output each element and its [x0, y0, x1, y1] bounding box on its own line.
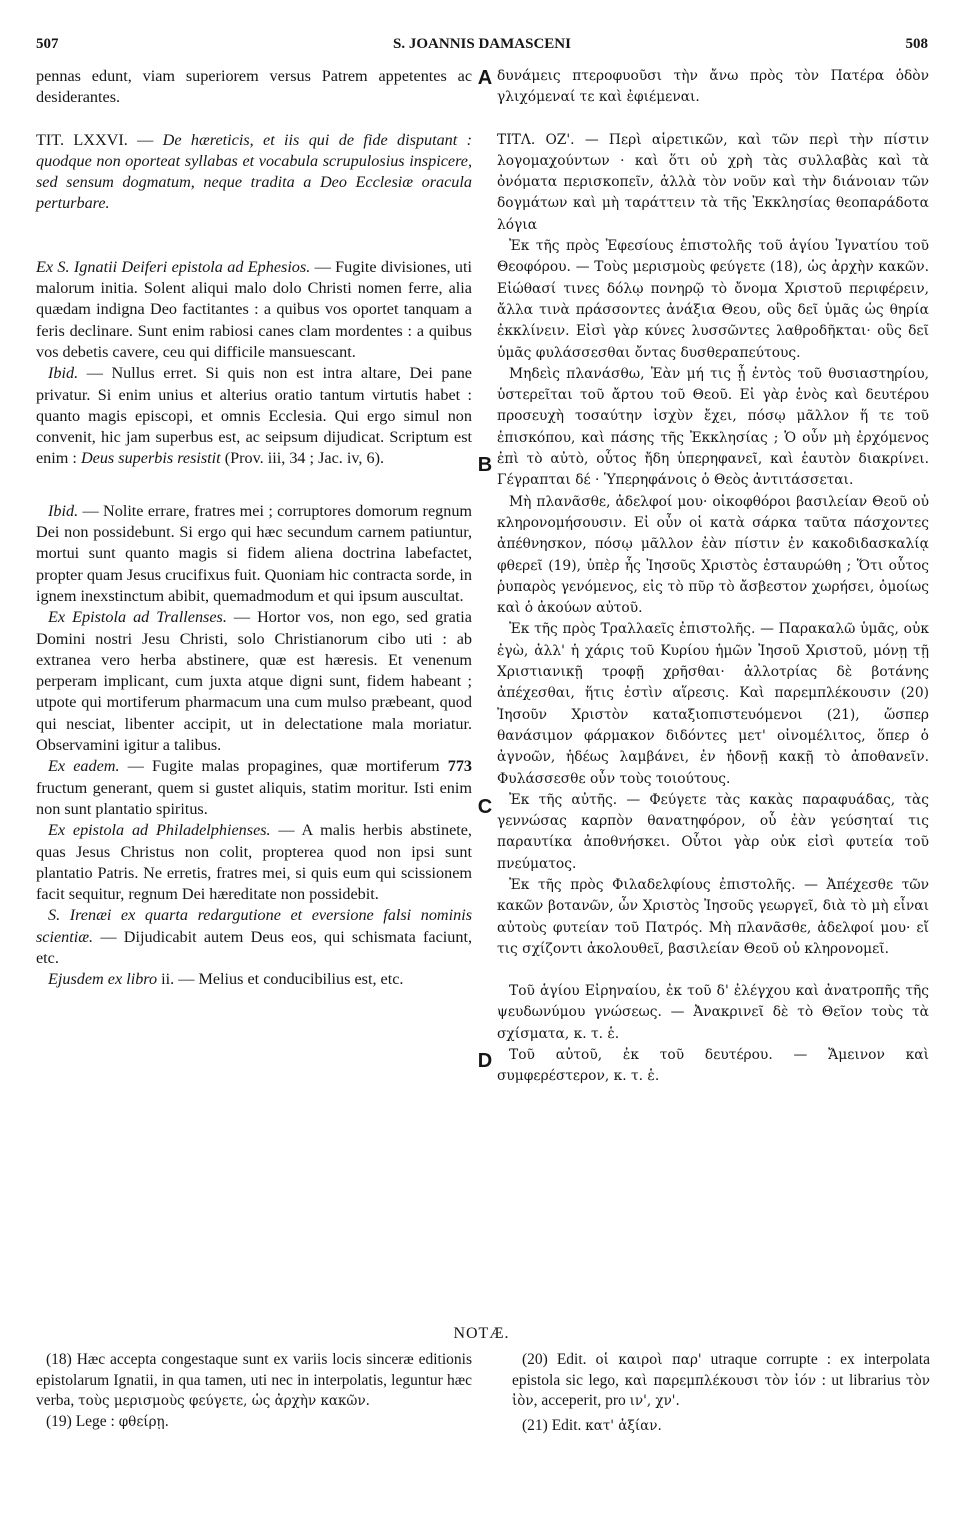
note-18 — [36, 1350, 472, 1412]
section-marker-d: D — [477, 1050, 493, 1072]
latin-source-heading: Ex eadem. — [48, 757, 120, 776]
section-marker-b: B — [477, 454, 493, 476]
latin-paragraph-text: — Melius et conducibilius est, etc. — [174, 970, 404, 989]
note-greek: ιν', χν'. — [629, 1393, 680, 1409]
latin-source-heading: Ex S. Ignatii Deiferi epistola ad Ephesios. — [36, 257, 311, 276]
latin-paragraph-philadelphienses — [36, 820, 472, 905]
latin-title-label: TIT. LXXVI. — — [36, 130, 163, 149]
note-greek: φθείρῃ. — [118, 1413, 169, 1430]
greek-paragraph-irenaeus: Τοῦ ἁγίου Εἰρηναίου, ἐκ τοῦ δ' ἐλέγχου καὶ ἀνατροπῆς τῆς ψευδωνύμου γνώσεως. — Ἀνακρινεῖ δὲ τὸ Θεῖον τοὺς τὰ σχίσματα, κ. τ. ἑ. — [497, 983, 929, 1042]
greek-paragraph-ejusdem: Τοῦ αὐτοῦ, ἐκ τοῦ δευτέρου. — Ἄμεινον καὶ συμφερέστερον, κ. τ. ἑ. — [497, 1047, 929, 1085]
latin-paragraph-ejusdem — [36, 969, 472, 990]
note-19 — [36, 1412, 472, 1433]
greek-paragraph-ignatius-ephesios: Ἐκ τῆς πρὸς Ἐφεσίους ἐπιστολῆς τοῦ ἁγίου Ἰγνατίου τοῦ Θεοφόρου. — Τοὺς μερισμοὺς φεύγετε (18), ὡς ἀρχὴν κακῶν. Εἰώθασί τινες δόλῳ πονηρῷ τὸ ὄνομα Χριστοῦ περιφέρειν, ἄλλα τινὰ πράσσοντες ἀνάξια Θεου, οὓς δεῖ ὑμᾶς ὡς θηρία ἐκκλίνειν. Εἰσὶ γὰρ κύνες λυσσῶντες λαθροδῆκται· οὓς δεῖ ὑμᾶς φυλάσσεσθαι ὄντας δυσθεραπεύτους. — [497, 238, 929, 361]
latin-paragraph-text: — Fugite divisiones, uti malorum initia. Solent aliqui malo dolo Christi nomen ferre, alia quædam indigna Deo factitantes : a quibus vos oportet tanquam a feris declinare. Sunt enim rabiosi canes clam mordentes : a quibus vos debetis cavere, ceu qui difficile mansuescant. — [36, 257, 472, 361]
latin-paragraph-text: — Hortor vos, non ego, sed gratia Domini nostri Jesu Christi, solo Christianorum cibo uti : ab extranea vero herba abstinere, quæ est hæresis. Et venenum perperam implicant, cum juxta atque digni sunt, fidem habeant ; utpote qui mortiferum pharmacum una cum mulso præbeant, quod qui nesciat, libenter accipit, ut in delectatione mala moriatur. Observamini igitur a talibus. — [36, 608, 472, 755]
latin-paragraph-text: — Nolite errare, fratres mei ; corruptores domorum regnum Dei non possidebunt. Si ergo qui hæc secundum carnem patiuntur, mortui sunt quanto magis si fidem aliena doctrina labefactet, propter quam Jesus crucifixus fuit. Quoniam hic contracta sorde, in ignem inexstinctum abibit, quemadmodum et qui ipsum auscultat. — [36, 501, 472, 605]
note-21 — [512, 1416, 930, 1437]
latin-column — [36, 66, 472, 991]
note-greek: τὸν ἰὸν — [512, 1372, 930, 1409]
latin-source-heading: Ex epistola ad Philadelphienses. — [48, 821, 271, 840]
note-text: (18) Hæc accepta congestaque sunt ex variis locis sinceræ editionis epistolarum Ignatii, in qua tamen, uti nec in interpolatis, leguntur hæc verba, — [36, 1351, 472, 1409]
greek-paragraph-ibid-2: Μὴ πλανᾶσθε, ἀδελφοί μου· οἰκοφθόροι βασιλείαν Θεοῦ οὐ κληρονομήσουσιν. Εἰ οὖν οἱ κατὰ σάρκα ταῦτα πάσχοντες ἀπέθνησκον, πόσῳ μᾶλλον ἐὰν πίστιν ἐν κακοδιδασκαλίᾳ φθερεῖ (19), ὑπὲρ ἧς Ἰησοῦς Χριστὸς ἐσταυρώθη ; Ὅτι οὗτος ῥυπαρὸς γενόμενος, εἰς τὸ πῦρ τὸ ἄσβεστον χωρήσει, ὁμοίως καὶ ὁ ἀκούων αὐτοῦ. — [497, 493, 929, 617]
latin-paragraph-ignatius-ephesios — [36, 257, 472, 363]
note-greek: καὶ παρεμπλέκουσι τὸν ἰόν — [624, 1372, 817, 1389]
notes-left-column — [36, 1350, 472, 1432]
latin-scripture-reference: (Prov. iii, 34 ; Jac. iv, 6). — [220, 449, 385, 468]
running-title: S. JOANNIS DAMASCENI — [393, 36, 571, 52]
note-greek: κατ' ἀξίαν. — [585, 1417, 662, 1434]
page-number-right: 508 — [905, 36, 928, 52]
note-text: (20) Edit. — [522, 1351, 596, 1368]
latin-paragraph-ibid-2 — [36, 501, 472, 607]
note-text: : ut librarius — [816, 1371, 907, 1389]
latin-paragraph-trallenses — [36, 607, 472, 756]
latin-paragraph-text: — A malis herbis abstinete, quas Jesus Christus non colit, propterea quod non ipsi sunt plantatio Patris. Ne erretis, fratres mei, si quis eum qui scissionem facit sequitur, regnum Dei hæreditate non possidebit. — [36, 821, 472, 904]
latin-paragraph-irenaeus — [36, 905, 472, 969]
latin-source-heading: Ejusdem ex libro — [48, 970, 162, 989]
greek-paragraph-ex-eadem: Ἐκ τῆς αὐτῆς. — Φεύγετε τὰς κακὰς παραφυάδας, τὰς γεννώσας καρπὸν θανατηφόρον, οὗ ἐὰν γεύσηταί τις παραυτίκα ἀποθνήσκει. Οὗτοι γὰρ οὐκ εἰσὶ φυτεία τοῦ πνεύματος. — [497, 791, 929, 872]
latin-paragraph-text-cont: fructum generant, quem si gustet aliquis, statim moritur. Isti enim non sunt plantatio spiritus. — [36, 778, 472, 818]
note-greek: οἱ καιροὶ παρ' — [595, 1352, 702, 1368]
latin-scripture-quote: Deus superbis resistit — [80, 449, 221, 468]
running-header — [36, 36, 928, 58]
latin-title-block — [36, 130, 472, 215]
latin-book-number: ii. — [161, 970, 175, 989]
section-marker-a: A — [477, 67, 493, 89]
note-text: , acceperit, pro — [533, 1392, 630, 1409]
latin-paragraph-ibid-1 — [36, 363, 472, 469]
note-text: (19) Lege : — [46, 1412, 119, 1430]
latin-paragraph-text: — Nullus erret. Si quis non est intra altare, Dei pane privatur. Si enim unius et alterius oratio tantum virtutis habet : quanto magis episcopi, et omnis Ecclesia. Qui ergo simul non convenit, hic jam superbus est, ac seipsum dijudicat. Scriptum est enim : — [36, 364, 472, 468]
latin-source-heading: Ibid. — [48, 501, 79, 520]
note-text: (21) Edit. — [522, 1416, 586, 1434]
latin-title-text: De hæreticis, et iis qui de fide disputant : quodque non oporteat syllabas et vocabula scrupulosius inspicere, sed sensum dogmatum, neque tradita a Deo Ecclesiæ oracula perturbare. — [36, 130, 472, 213]
latin-source-heading: Ex Epistola ad Trallenses. — [48, 608, 227, 627]
latin-paragraph-text: — Fugite malas propagines, quæ mortiferum — [119, 757, 448, 776]
greek-column — [497, 66, 929, 1088]
greek-title-block: ΤΙΤΛ. ΟΖ'. — Περὶ αἱρετικῶν, καὶ τῶν περὶ τὴν πίστιν λογομαχούντων · καὶ ὅτι οὐ χρὴ τὰς συλλαβὰς καὶ τὰ ὀνόματα περισκοπεῖν, ἀλλὰ τὸν νοῦν καὶ τὴν διάνοιαν τῶν δογμάτων καὶ μὴ ταράττειν τὰ τῆς Ἐκκλησίας θεοπαράδοτα λόγια — [497, 131, 929, 233]
latin-paragraph-ex-eadem — [36, 756, 472, 820]
page-number-left: 507 — [36, 36, 59, 52]
note-greek: τοὺς μερισμοὺς φεύγετε, ὡς ἀρχὴν κακῶν. — [78, 1393, 370, 1409]
latin-paragraph-text: — Dijudicabit autem Deus eos, qui schismata faciunt, etc. — [36, 927, 472, 967]
greek-paragraph-philadelphienses: Ἐκ τῆς πρὸς Φιλαδελφίους ἐπιστολῆς. — Ἀπέχεσθε τῶν κακῶν βοτανῶν, ὧν Χριστὸς Ἰησοῦς γεωργεῖ, διὰ τὸ μὴ εἶναι αὐτοὺς φυτείαν τοῦ Πατρός. Μὴ πλανᾶσθε, ἀδελφοί μου· εἴ τις σχίζοντι ἀκολουθεῖ, βασιλείαν Θεοῦ οὐ κληρονομεῖ. — [497, 876, 929, 957]
latin-paragraph-intro: pennas edunt, viam superiorem versus Patrem appetentes ac desiderantes. — [36, 67, 472, 107]
greek-paragraph-trallenses: Ἐκ τῆς πρὸς Τραλλαεῖς ἐπιστολῆς. — Παρακαλῶ ὑμᾶς, οὐκ ἐγὼ, ἀλλ' ἡ χάρις τοῦ Κυρίου ἡμῶν Ἰησοῦ Χριστοῦ, μόνῃ τῇ Χριστιανικῇ τροφῇ χρῆσθαι· ἀλλοτρίας δὲ βοτάνης ἀπέχεσθαι, ἥτις ἐστὶν αἵρεσις. Καὶ παρεμπλέκουσιν (20) Ἰησοῦν Χριστὸν καταξιοπιστευόμενοι (21), ὥσπερ θανάσιμον φάρμακον διδόντες μετ' οἰνομέλιτος, ὅπερ ὁ ἀγνοῶν, ἡδέως λαμβάνει, ἐν ἡδονῇ κακῇ τὸ ἀποθανεῖν. Φυλάσσεσθε οὖν τοὺς τοιούτους. — [497, 621, 929, 787]
note-20 — [512, 1350, 930, 1412]
greek-paragraph-ibid-1: Μηδεὶς πλανάσθω, Ἐὰν μή τις ᾖ ἐντὸς τοῦ θυσιαστηρίου, ὑστερεῖται τοῦ ἄρτου τοῦ Θεοῦ. Εἰ γὰρ ἑνὸς καὶ δευτέρου προσευχὴ τοσαύτην ἰσχὺν ἔχει, πόσῳ μᾶλλον ἥ τε τοῦ ἐπισκόπου, καὶ πάσης τῆς Ἐκκλησίας ; Ὁ οὖν μὴ ἐρχόμενος ἐπὶ τὸ αὐτὸ, οὗτος ἤδη ὑπερηφανεῖ, καὶ ἑαυτὸν διακρίνει. Γέγραπται δέ · Ὑπερηφάνοις ὁ Θεὸς ἀντιτάσσεται. — [497, 365, 929, 489]
notes-right-column — [512, 1350, 930, 1436]
note-text: utraque corrupte : ex interpolata epistola sic lego, — [512, 1351, 930, 1389]
section-marker-c: C — [477, 796, 493, 818]
column-number: 773 — [447, 757, 472, 776]
greek-paragraph-intro: δυνάμεις πτεροφυοῦσι τὴν ἄνω πρὸς τὸν Πατέρα ὁδὸν γλιχόμεναί τε καὶ ἐφιέμεναι. — [497, 68, 929, 106]
latin-source-heading: Ibid. — [48, 364, 79, 383]
latin-source-heading: S. Irenæi ex quarta redargutione et eversione falsi nominis scientiæ. — [36, 906, 472, 946]
notes-heading: NOTÆ. — [453, 1325, 510, 1342]
